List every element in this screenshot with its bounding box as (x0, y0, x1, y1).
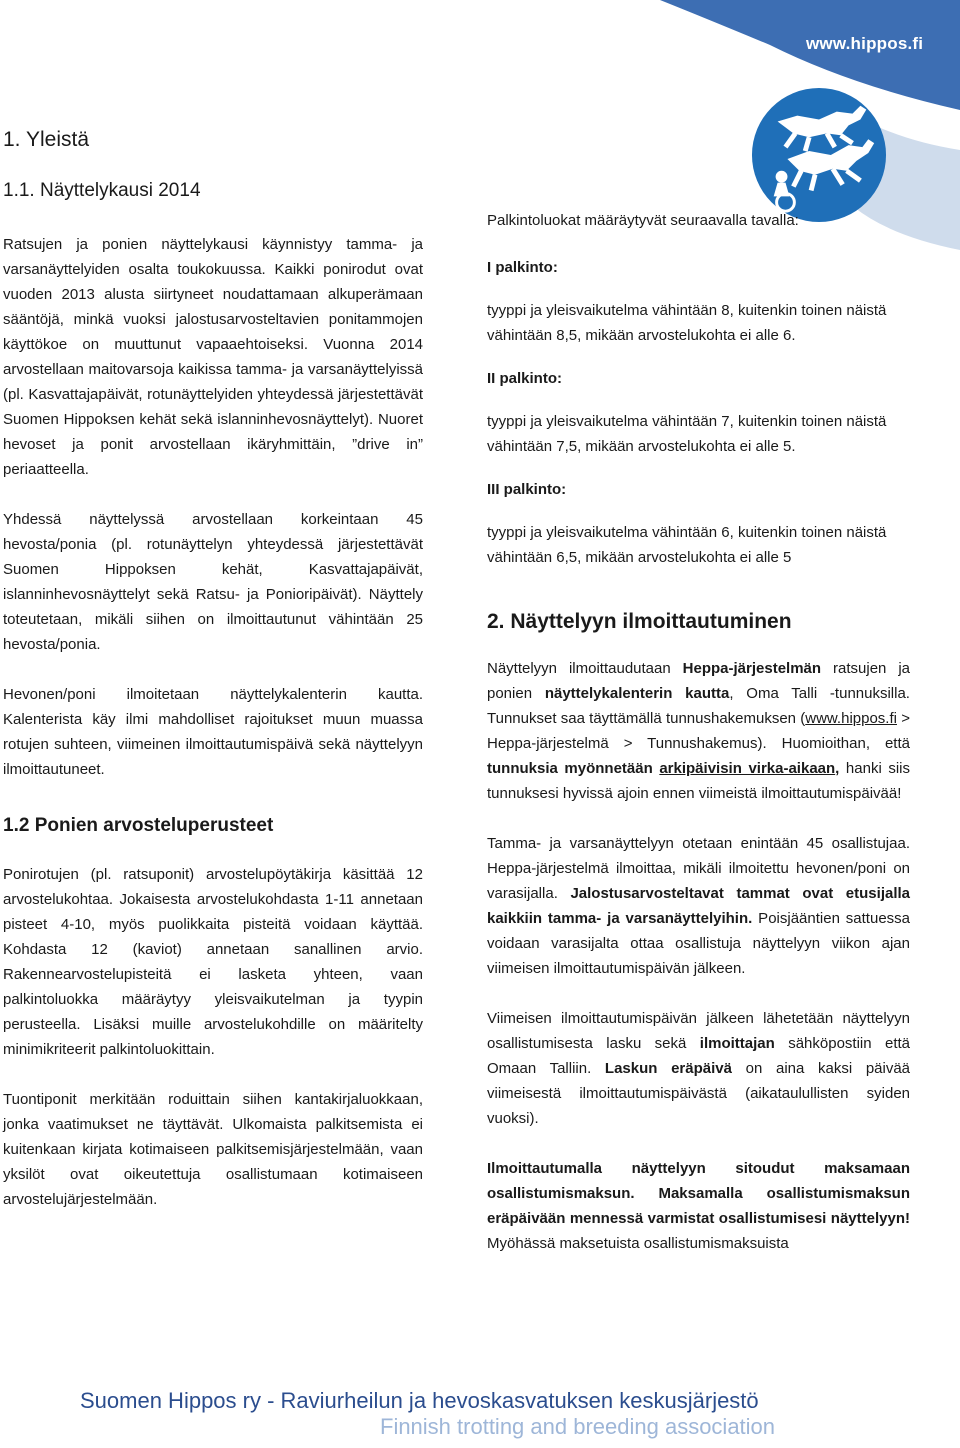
paragraph-show-size: Yhdessä näyttelyssä arvostellaan korkeintaan 45 hevosta/ponia (pl. rotunäyttelyn yhteydessä järjestettävät Suomen Hippoksen kehät, Kasvattajapäivät, islanninhevosnäyttelyt sekä Ratsu- ja Ponioripäivät). Näyttely toteutetaan, mikäli siihen on ilmoittautunut vähintään 25 hevosta/ponia. (3, 511, 423, 653)
right-column (487, 208, 910, 1256)
hippos-link[interactable]: www.hippos.fi (805, 710, 897, 727)
paragraph-capacity: Tamma- ja varsanäyttelyyn otetaan enintään 45 osallistujaa. Heppa-järjestelmä ilmoittaa, mikäli ilmoitettu hevonen/poni on varasijalla. Jalostusarvosteltavat tammat ovat etusijalla kaikkiin tamma- ja varsanäyttelyihin. Poisjääntien sattuessa voidaan varasijalta ottaa osallistuja näyttelyyn viikon ajan viimeisen ilmoittautumispäivän jälkeen. (487, 835, 911, 977)
left-column (3, 232, 423, 1212)
prize-class-3-label: III palkinto: (487, 481, 567, 498)
prize-classes-intro: Palkintoluokat määräytyvät seuraavalla tavalla: (487, 212, 799, 229)
harness-horse-logo-icon (750, 86, 888, 224)
paragraph-season: Ratsujen ja ponien näyttelykausi käynnistyy tamma- ja varsanäyttelyiden osalta toukokuussa. Kaikki ponirodut ovat vuoden 2013 alusta siirtyneet noudattamaan alkuperämaan sääntöjä, minkä vuoksi jalostusarvosteltavien ponitammojen käyttökoe on muuttunut vapaaehtoiseksi. Vuonna 2014 arvostellaan maitovarsoja kaikissa tamma- ja varsanäyttelyissä (pl. Kasvattajapäivät, rotunäyttelyiden yhteydessä järjestettävät Suomen Hippoksen kehät sekä islanninhevosnäyttelyt). Nuoret hevoset ja ponit arvostellaan ikäryhmittäin, ”drive in” periaatteella. (3, 236, 423, 478)
paragraph-payment: Ilmoittautumalla näyttelyyn sitoudut maksamaan osallistumismaksun. Maksamalla osallistumismaksun eräpäivään mennessä varmistat osallistumisesi näyttelyyn! Myöhässä maksetuista osallistumismaksuista (487, 1160, 910, 1252)
prize-class-3-text: tyyppi ja yleisvaikutelma vähintään 6, kuitenkin toinen näistä vähintään 6,5, mikään arvostelukohta ei alle 5 (487, 524, 887, 566)
prize-class-2-label: II palkinto: (487, 370, 562, 387)
paragraph-calendar: Hevonen/poni ilmoitetaan näyttelykalenterin kautta. Kalenterista käy ilmi mahdolliset rajoitukset muun muassa rotujen suhteen, viimeinen ilmoittautumispäivä sekä näyttelyyn ilmoittautuneet. (3, 686, 423, 778)
section-heading-general: 1. Yleistä (3, 128, 89, 151)
paragraph-registration: Näyttelyyn ilmoittaudutaan Heppa-järjestelmän ratsujen ja ponien näyttelykalenterin kautta, Oma Talli -tunnuksilla. Tunnukset saa täyttämällä tunnushakemuksen (www.hippos.fi > Heppa-järjestelmä > Tunnushakemus). Huomioithan, että tunnuksia myönnetään arkipäivisin virka-aikaan, hanki siis tunnuksesi hyvissä ajoin ennen viimeistä ilmoittautumispäivää! (487, 660, 911, 802)
paragraph-import-ponies: Tuontiponit merkitään roduittain siihen kantakirjaluokkaan, jonka vaatimukset ne täyttävät. Ulkomaista palkitsemista ei kuitenkaan kirjata kotimaiseen palkitsemisjärjestelmään, vaan yksilöt ovat oikeutettuja osallistumaan kotimaiseen arvostelujärjestelmään. (3, 1091, 423, 1208)
footer-organization: Suomen Hippos ry - Raviurheilun ja hevoskasvatuksen keskusjärjestö (80, 1388, 759, 1413)
prize-class-2-text: tyyppi ja yleisvaikutelma vähintään 7, kuitenkin toinen näistä vähintään 7,5, mikään arvostelukohta ei alle 5. (487, 413, 887, 455)
section-heading-registration: 2. Näyttelyyn ilmoittautuminen (487, 610, 792, 633)
prize-class-1-text: tyyppi ja yleisvaikutelma vähintään 8, kuitenkin toinen näistä vähintään 8,5, mikään arvostelukohta ei alle 6. (487, 302, 887, 344)
footer-organization-english: Finnish trotting and breeding association (380, 1414, 776, 1439)
site-url[interactable]: www.hippos.fi (806, 34, 924, 53)
subsection-heading-season: 1.1. Näyttelykausi 2014 (3, 180, 201, 201)
paragraph-invoice: Viimeisen ilmoittautumispäivän jälkeen lähetetään näyttelyyn osallistumisesta lasku sekä ilmoittajan sähköpostiin että Omaan Talliin. Laskun eräpäivä on aina kaksi päivää viimeisestä ilmoittautumispäivästä (aikataulullisten syiden vuoksi). (487, 1010, 911, 1127)
paragraph-pony-criteria: Ponirotujen (pl. ratsuponit) arvostelupöytäkirja käsittää 12 arvostelukohtaa. Jokaisesta arvostelukohdasta 1-11 annetaan pisteet 4-10, myös puolikkaita pisteitä voidaan käyttää. Kohdasta 12 (kaviot) annetaan sanallinen arvio. Rakennearvostelupisteitä ei lasketa yhteen, vaan palkintoluokka määräytyy yleisvaikutelman ja tyypin perusteella. Lisäksi muille arvostelukohdille on määritelty minimikriteerit palkintoluokittain. (3, 866, 423, 1058)
prize-class-1-label: I palkinto: (487, 259, 558, 276)
subsection-heading-pony-criteria: 1.2 Ponien arvosteluperusteet (3, 815, 274, 836)
